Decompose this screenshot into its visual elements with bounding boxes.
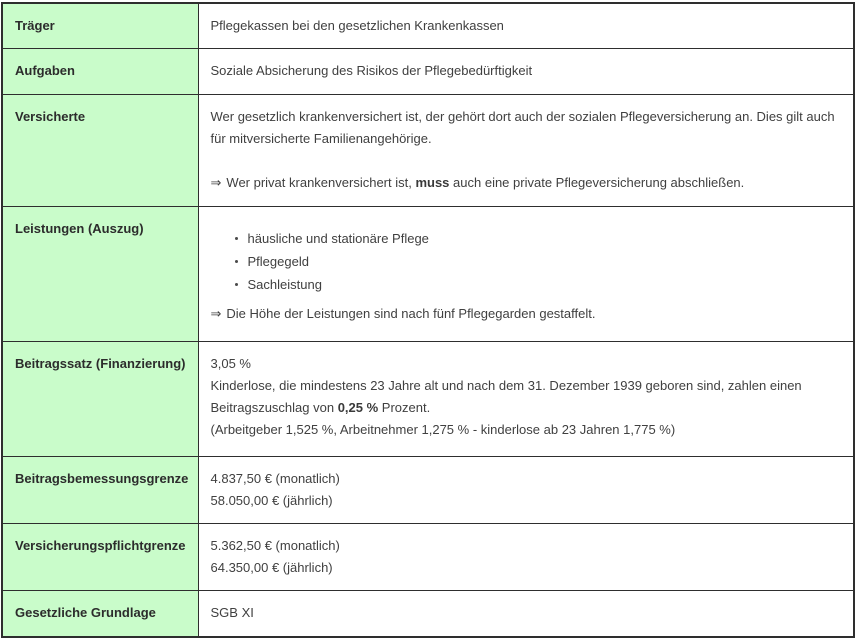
row-content-beitragssatz — [198, 342, 854, 457]
row-label-beitragssatz: Beitragssatz (Finanzierung) — [2, 342, 198, 457]
table-row-beitragssatz — [2, 342, 854, 457]
row-label-beitragsbemessungsgrenze: Beitragsbemessungsgrenze — [2, 457, 198, 524]
content-note — [211, 172, 842, 194]
table-row-traeger — [2, 3, 854, 49]
double-arrow-icon: ⇒ — [210, 175, 222, 190]
content-line: SGB XI — [210, 605, 254, 620]
table-row-versicherte — [2, 95, 854, 207]
note-text: Die Höhe der Leistungen sind nach fünf Pflegegarden gestaffelt. — [226, 306, 596, 321]
double-arrow-icon: ⇒ — [210, 306, 222, 321]
content-line: 5.362,50 € (monatlich) — [210, 538, 340, 553]
paragraph-text-bold: 0,25 % — [337, 400, 379, 415]
note-text-before: Wer privat krankenversichert ist, — [226, 175, 416, 190]
content-line: 4.837,50 € (monatlich) — [210, 471, 340, 486]
content-line: 58.050,00 € (jährlich) — [210, 493, 333, 508]
list-item: häusliche und stationäre Pflege — [235, 228, 842, 250]
content-paragraph: Wer gesetzlich krankenversichert ist, der gehört dort auch der sozialen Pflegeversicherung an. Dies gilt auch für mitversicherte Familienangehörige. — [210, 109, 835, 146]
list-item: Pflegegeld — [235, 251, 842, 273]
row-content-gesetzliche-grundlage — [198, 591, 854, 637]
row-label-versicherungspflichtgrenze: Versicherungspflichtgrenze — [2, 524, 198, 591]
content-line: Pflegekassen bei den gesetzlichen Krankenkassen — [210, 18, 504, 33]
row-label-versicherte: Versicherte — [2, 95, 198, 207]
content-line: 64.350,00 € (jährlich) — [210, 560, 333, 575]
content-paragraph — [211, 375, 842, 419]
row-content-versicherungspflichtgrenze — [198, 524, 854, 591]
note-text-bold: muss — [415, 175, 450, 190]
table-row-beitragsbemessungsgrenze — [2, 457, 854, 524]
table-row-versicherungspflichtgrenze — [2, 524, 854, 591]
table-row-leistungen — [2, 207, 854, 342]
row-content-aufgaben — [198, 49, 854, 95]
table-row-aufgaben — [2, 49, 854, 95]
note-text-after: auch eine private Pflegeversicherung abschließen. — [449, 175, 745, 190]
content-line: (Arbeitgeber 1,525 %, Arbeitnehmer 1,275 % - kinderlose ab 23 Jahren 1,775 %) — [210, 422, 676, 437]
benefits-list — [211, 228, 842, 296]
row-label-leistungen: Leistungen (Auszug) — [2, 207, 198, 342]
table-row-gesetzliche-grundlage — [2, 591, 854, 637]
row-content-beitragsbemessungsgrenze — [198, 457, 854, 524]
row-label-traeger: Träger — [2, 3, 198, 49]
content-note — [211, 303, 842, 325]
paragraph-text-after: Prozent. — [378, 400, 431, 415]
content-line: Soziale Absicherung des Risikos der Pflegebedürftigkeit — [210, 63, 533, 78]
row-content-leistungen — [198, 207, 854, 342]
paragraph-text-before: Kinderlose, die mindestens 23 Jahre alt und nach dem 31. Dezember 1939 geboren sind, zahlen einen Beitragszuschlag von — [210, 378, 802, 415]
content-line: 3,05 % — [210, 356, 251, 371]
row-label-aufgaben: Aufgaben — [2, 49, 198, 95]
row-content-traeger — [198, 3, 854, 49]
pflegeversicherung-table — [1, 2, 855, 638]
list-item: Sachleistung — [235, 274, 842, 296]
row-content-versicherte — [198, 95, 854, 207]
row-label-gesetzliche-grundlage: Gesetzliche Grundlage — [2, 591, 198, 637]
